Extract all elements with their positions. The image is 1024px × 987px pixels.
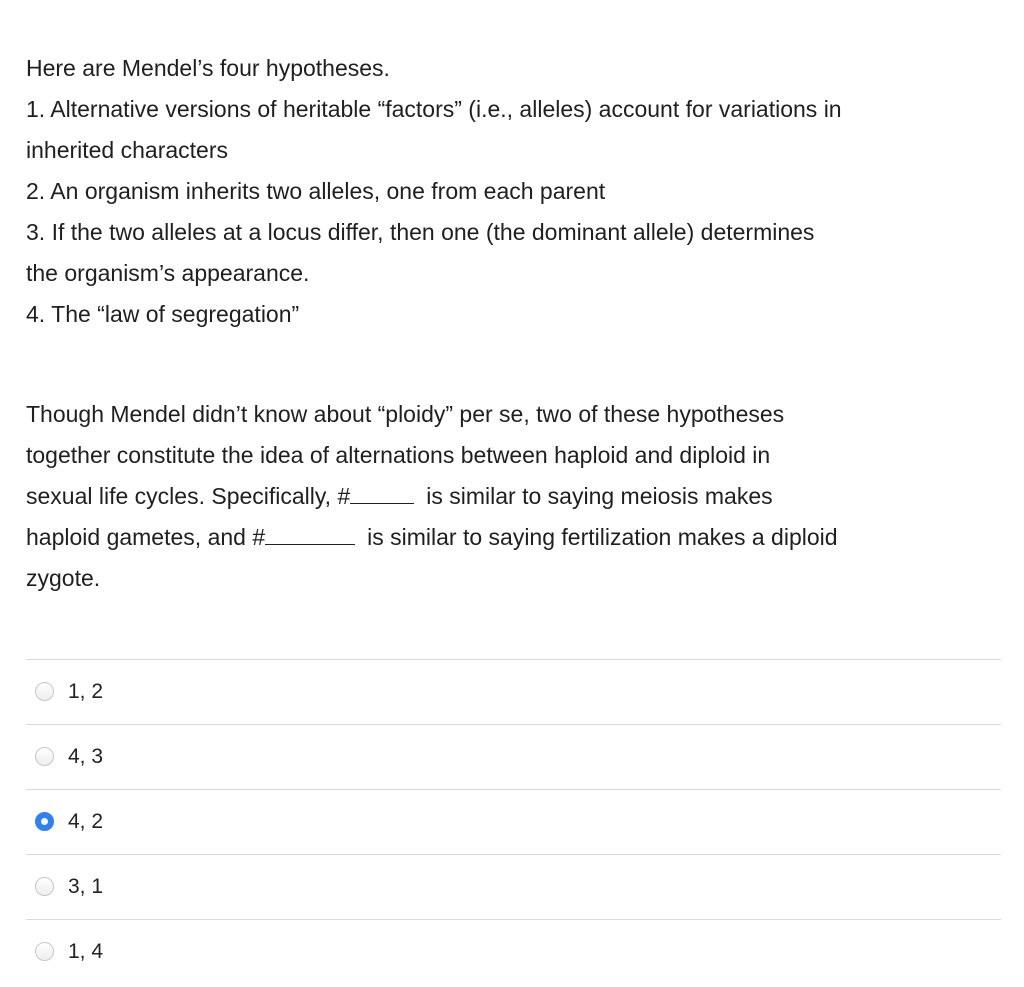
- hypothesis-1-line-1: 1. Alternative versions of heritable “factors” (i.e., alleles) account for variations in: [26, 96, 842, 122]
- radio-button-icon[interactable]: [35, 682, 54, 701]
- answer-option-2[interactable]: [26, 725, 1001, 790]
- radio-button-icon[interactable]: [35, 877, 54, 896]
- answer-option-3[interactable]: [26, 790, 1001, 855]
- hypothesis-3-line-1: 3. If the two alleles at a locus differ, then one (the dominant allele) determines: [26, 219, 815, 245]
- paragraph-line-3-start: sexual life cycles. Specifically, #: [26, 483, 351, 509]
- hypothesis-2: 2. An organism inherits two alleles, one from each parent: [26, 178, 606, 204]
- hypothesis-1-line-2: inherited characters: [26, 137, 228, 163]
- question-intro: Here are Mendel’s four hypotheses.: [26, 55, 390, 81]
- paragraph-line-2: together constitute the idea of alternations between haploid and diploid in: [26, 442, 771, 468]
- paragraph-line-4-start: haploid gametes, and #: [26, 524, 266, 550]
- answer-option-1[interactable]: [26, 660, 1001, 725]
- paragraph-line-4-end: is similar to saying fertilization makes a diploid: [367, 524, 838, 550]
- answer-option-label: 4, 3: [68, 745, 104, 768]
- fill-in-blank-2: [265, 543, 355, 545]
- radio-button-icon[interactable]: [35, 747, 54, 766]
- radio-button-icon[interactable]: [35, 942, 54, 961]
- hypothesis-3-line-2: the organism’s appearance.: [26, 260, 310, 286]
- paragraph-line-1: Though Mendel didn’t know about “ploidy” per se, two of these hypotheses: [26, 401, 785, 427]
- answer-option-label: 1, 2: [68, 680, 104, 703]
- answer-option-label: 1, 4: [68, 940, 104, 963]
- paragraph-line-5: zygote.: [26, 565, 101, 591]
- answer-options: [26, 659, 1001, 984]
- radio-button-selected-icon[interactable]: [35, 812, 54, 831]
- hypothesis-4: 4. The “law of segregation”: [26, 301, 300, 327]
- answer-option-5[interactable]: [26, 920, 1001, 984]
- paragraph-line-4: [26, 517, 1001, 558]
- paragraph-line-3-end: is similar to saying meiosis makes: [426, 483, 773, 509]
- answer-option-label: 3, 1: [68, 875, 104, 898]
- answer-option-4[interactable]: [26, 855, 1001, 920]
- question-text: [26, 48, 1001, 599]
- fill-in-blank-1: [350, 502, 414, 504]
- answer-option-label: 4, 2: [68, 810, 104, 833]
- paragraph-spacer: [26, 335, 1001, 394]
- paragraph-line-3: [26, 476, 1001, 517]
